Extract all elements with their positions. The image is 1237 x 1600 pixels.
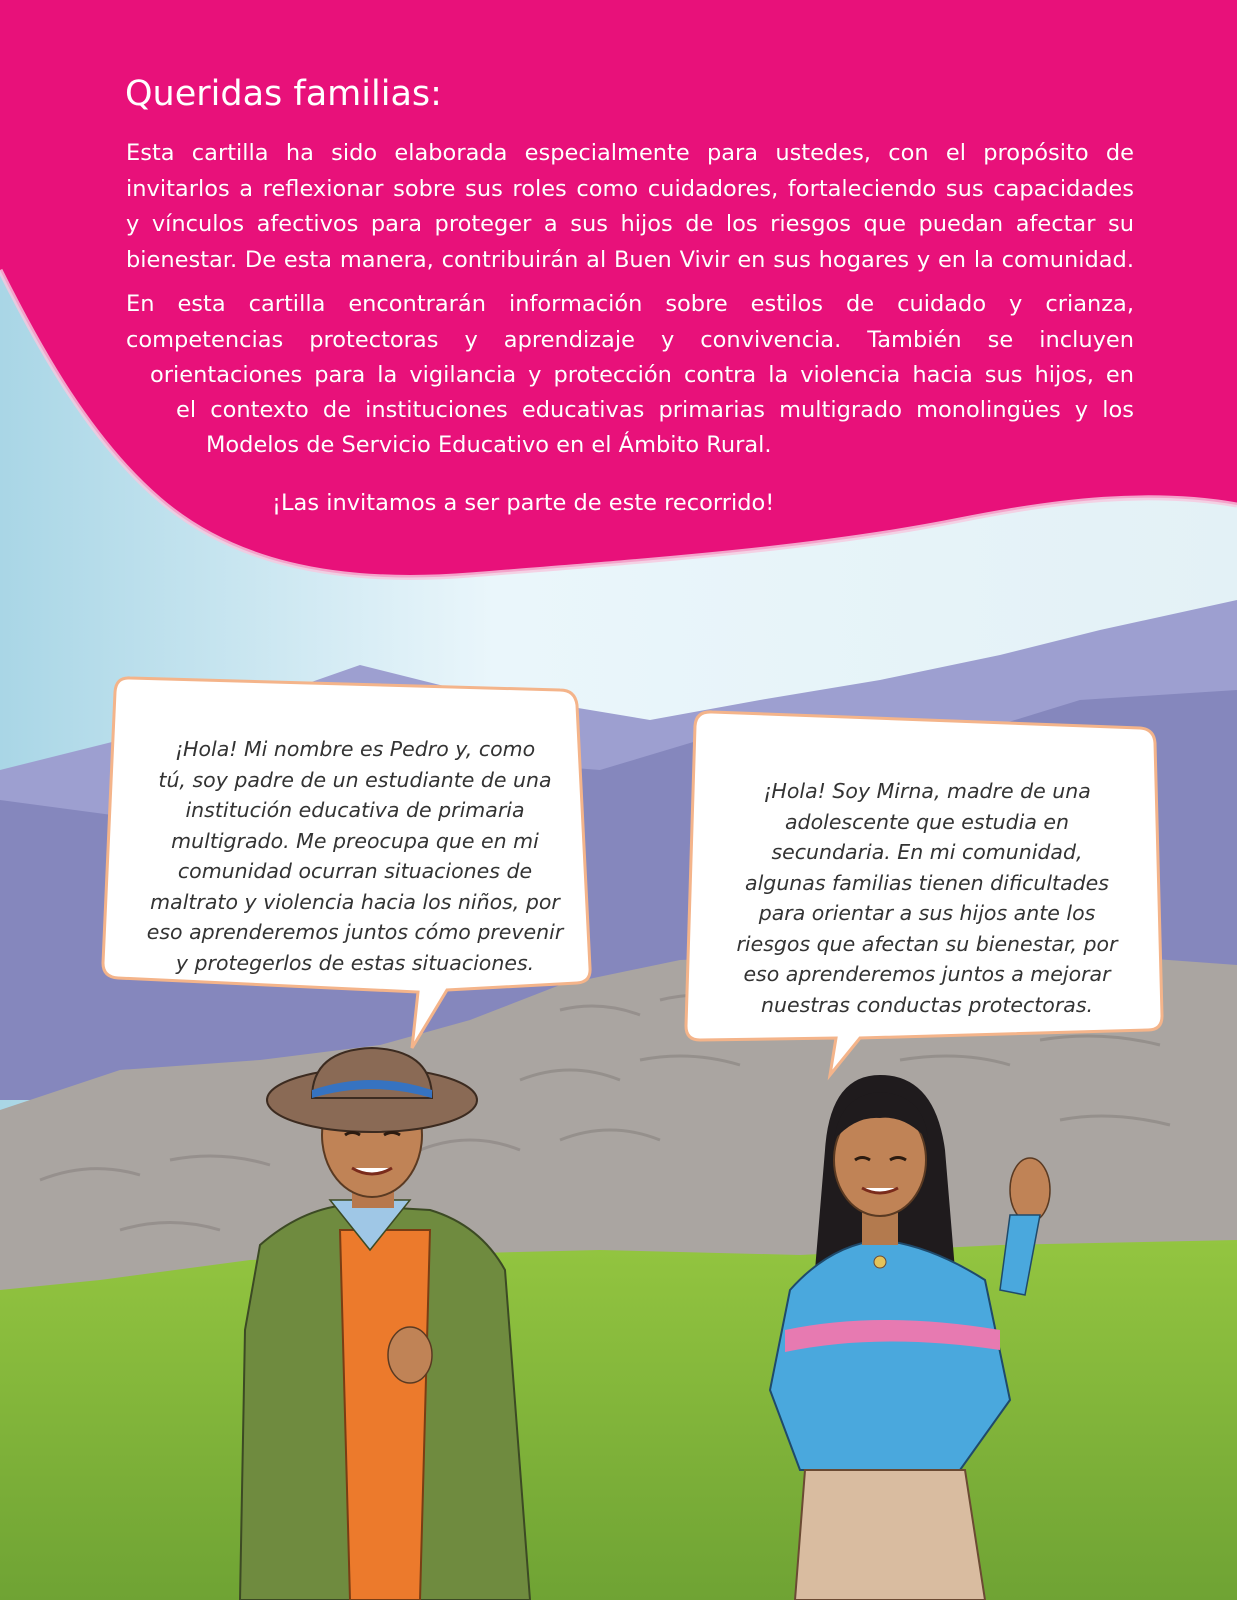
mirna-speech-text: [712, 776, 1142, 1020]
letter-paragraph-1: [126, 136, 1134, 278]
mirna-line: adolescente que estudia en: [785, 809, 1069, 834]
mirna-line: eso aprenderemos juntos a mejorar: [743, 962, 1111, 986]
pedro-line: ¡Hola! Mi nombre es Pedro y, como: [174, 737, 536, 761]
mirna-line: riesgos que afectan su bienestar, por: [736, 931, 1118, 956]
paragraph-1-line: y vínculos afectivos para proteger a sus hijos de los riesgos que puedan afectar su: [126, 211, 1134, 237]
letter-paragraph-2-cont: [206, 428, 1106, 464]
mirna-line: ¡Hola! Soy Mirna, madre de una: [763, 779, 1091, 803]
letter-paragraph-2-cont: [150, 358, 1134, 394]
grass: [0, 1240, 1237, 1600]
letter-paragraph-2-cont: [176, 393, 1134, 429]
paragraph-2-line: En esta cartilla encontrarán información sobre estilos de cuidado y crianza,: [126, 291, 1134, 317]
mirna-line: para orientar a sus hijos ante los: [758, 901, 1096, 925]
paragraph-1-line: Esta cartilla ha sido elaborada especialmente para ustedes, con el propósito de: [126, 140, 1134, 166]
pedro-line: tú, soy padre de un estudiante de una: [158, 767, 552, 792]
pedro-speech-text: [130, 734, 580, 978]
letter-closing: ¡Las invitamos a ser parte de este recorrido!: [272, 490, 775, 516]
mirna-line: nuestras conductas protectoras.: [760, 992, 1094, 1017]
letter-paragraph-2: [126, 287, 1134, 358]
paragraph-2-line: el contexto de instituciones educativas primarias multigrado monolingües y los: [176, 397, 1134, 423]
paragraph-2-line: orientaciones para la vigilancia y protección contra la violencia hacia sus hijos, en: [150, 362, 1134, 388]
paragraph-2-line: Modelos de Servicio Educativo en el Ámbito Rural.: [206, 432, 772, 458]
pedro-line: multigrado. Me preocupa que en mi: [171, 828, 539, 853]
mirna-line: secundaria. En mi comunidad,: [771, 840, 1083, 864]
pedro-line: y protegerlos de estas situaciones.: [175, 950, 535, 975]
letter-title: Queridas familias:: [125, 74, 442, 114]
pedro-line: maltrato y violencia hacia los niños, por: [150, 889, 560, 914]
mirna-line: algunas familias tienen dificultades: [745, 870, 1109, 895]
pedro-line: institución educativa de primaria: [185, 798, 525, 822]
paragraph-1-line: invitarlos a reflexionar sobre sus roles como cuidadores, fortaleciendo sus capacidades: [126, 175, 1134, 202]
pedro-line: eso aprenderemos juntos cómo prevenir: [146, 920, 564, 944]
paragraph-1-line: bienestar. De esta manera, contribuirán al Buen Vivir en sus hogares y en la comunidad.: [126, 246, 1134, 273]
pedro-line: comunidad ocurran situaciones de: [177, 859, 533, 883]
paragraph-2-line: competencias protectoras y aprendizaje y convivencia. También se incluyen: [126, 326, 1134, 353]
